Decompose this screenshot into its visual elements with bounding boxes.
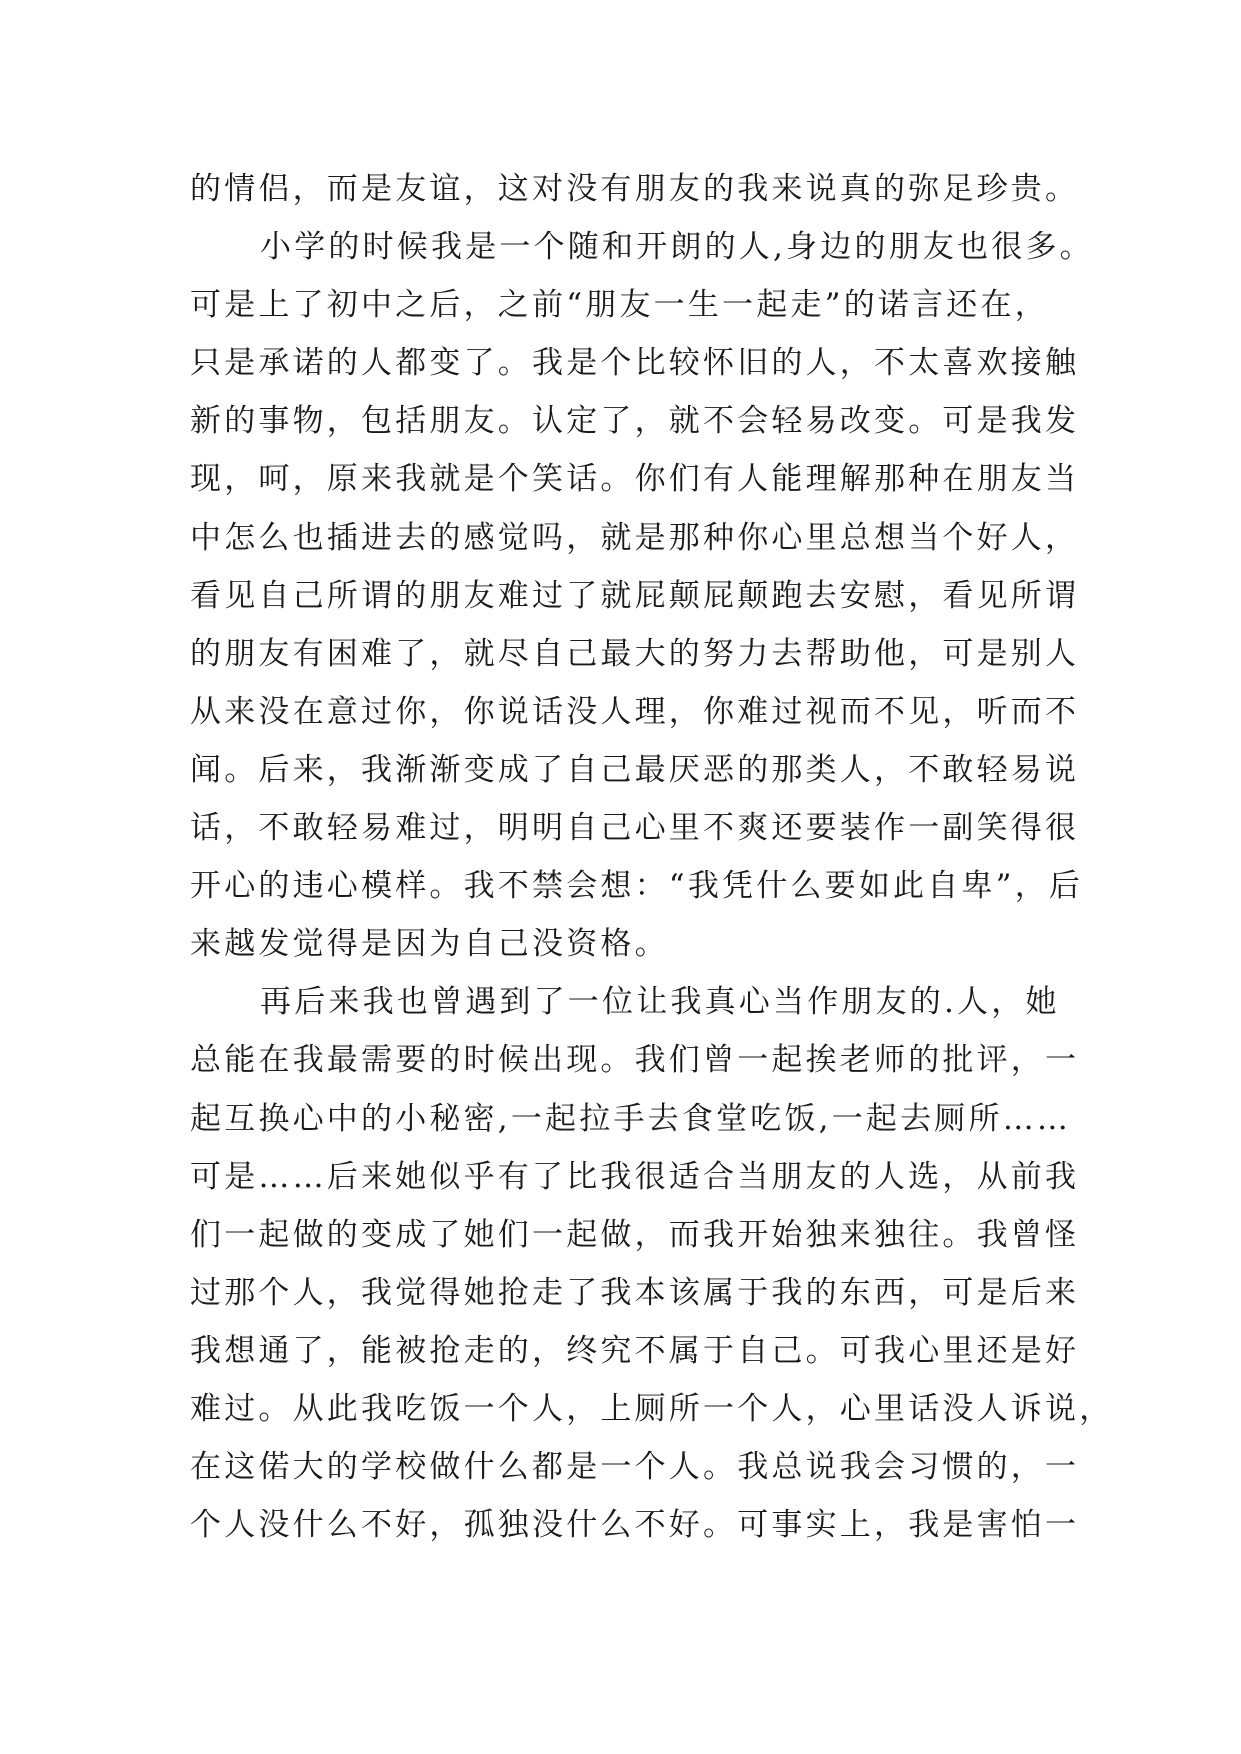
text-line: 小学的时候我是一个随和开朗的人,身边的朋友也很多。 xyxy=(260,229,1094,266)
text-line: 总能在我最需要的时候出现。我们曾一起挨老师的批评，一 xyxy=(190,1042,1080,1079)
text-line: 个人没什么不好，孤独没什么不好。可事实上，我是害怕一 xyxy=(190,1507,1080,1544)
text-line: 们一起做的变成了她们一起做，而我开始独来独往。我曾怪 xyxy=(190,1216,1080,1253)
text-line: 我想通了，能被抢走的，终究不属于自己。可我心里还是好 xyxy=(190,1332,1080,1369)
text-line: 看见自己所谓的朋友难过了就屁颠屁颠跑去安慰，看见所谓 xyxy=(190,577,1080,614)
text-line: 开心的违心模样。我不禁会想：“我凭什么要如此自卑”，后 xyxy=(190,868,1084,905)
text-line: 再后来我也曾遇到了一位让我真心当作朋友的.人，她 xyxy=(260,984,1060,1021)
text-line: 来越发觉得是因为自己没资格。 xyxy=(190,926,669,963)
text-line: 起互换心中的小秘密,一起拉手去食堂吃饭,一起去厕所…… xyxy=(190,1100,1072,1137)
text-line: 在这偌大的学校做什么都是一个人。我总说我会习惯的，一 xyxy=(190,1449,1080,1486)
text-line: 的朋友有困难了，就尽自己最大的努力去帮助他，可是别人 xyxy=(190,635,1080,672)
text-line: 新的事物，包括朋友。认定了，就不会轻易改变。可是我发 xyxy=(190,403,1080,440)
text-line: 话，不敢轻易难过，明明自己心里不爽还要装作一副笑得很 xyxy=(190,810,1080,847)
text-line: 过那个人，我觉得她抢走了我本该属于我的东西，可是后来 xyxy=(190,1274,1080,1311)
text-line: 闻。后来，我渐渐变成了自己最厌恶的那类人，不敢轻易说 xyxy=(190,751,1080,788)
text-line: 中怎么也插进去的感觉吗，就是那种你心里总想当个好人， xyxy=(190,519,1080,556)
text-line: 只是承诺的人都变了。我是个比较怀旧的人，不太喜欢接触 xyxy=(190,345,1080,382)
body-text xyxy=(190,160,1114,1554)
text-line: 的情侣，而是友谊，这对没有朋友的我来说真的弥足珍贵。 xyxy=(190,171,1080,207)
text-line: 从来没在意过你，你说话没人理，你难过视而不见，听而不 xyxy=(190,693,1080,730)
text-line: 可是……后来她似乎有了比我很适合当朋友的人选，从前我 xyxy=(190,1158,1080,1195)
text-line: 可是上了初中之后，之前“朋友一生一起走”的诺言还在， xyxy=(190,287,1049,324)
text-line: 现，呵，原来我就是个笑话。你们有人能理解那种在朋友当 xyxy=(190,461,1080,498)
text-line: 难过。从此我吃饭一个人，上厕所一个人，心里话没人诉说， xyxy=(190,1390,1114,1427)
